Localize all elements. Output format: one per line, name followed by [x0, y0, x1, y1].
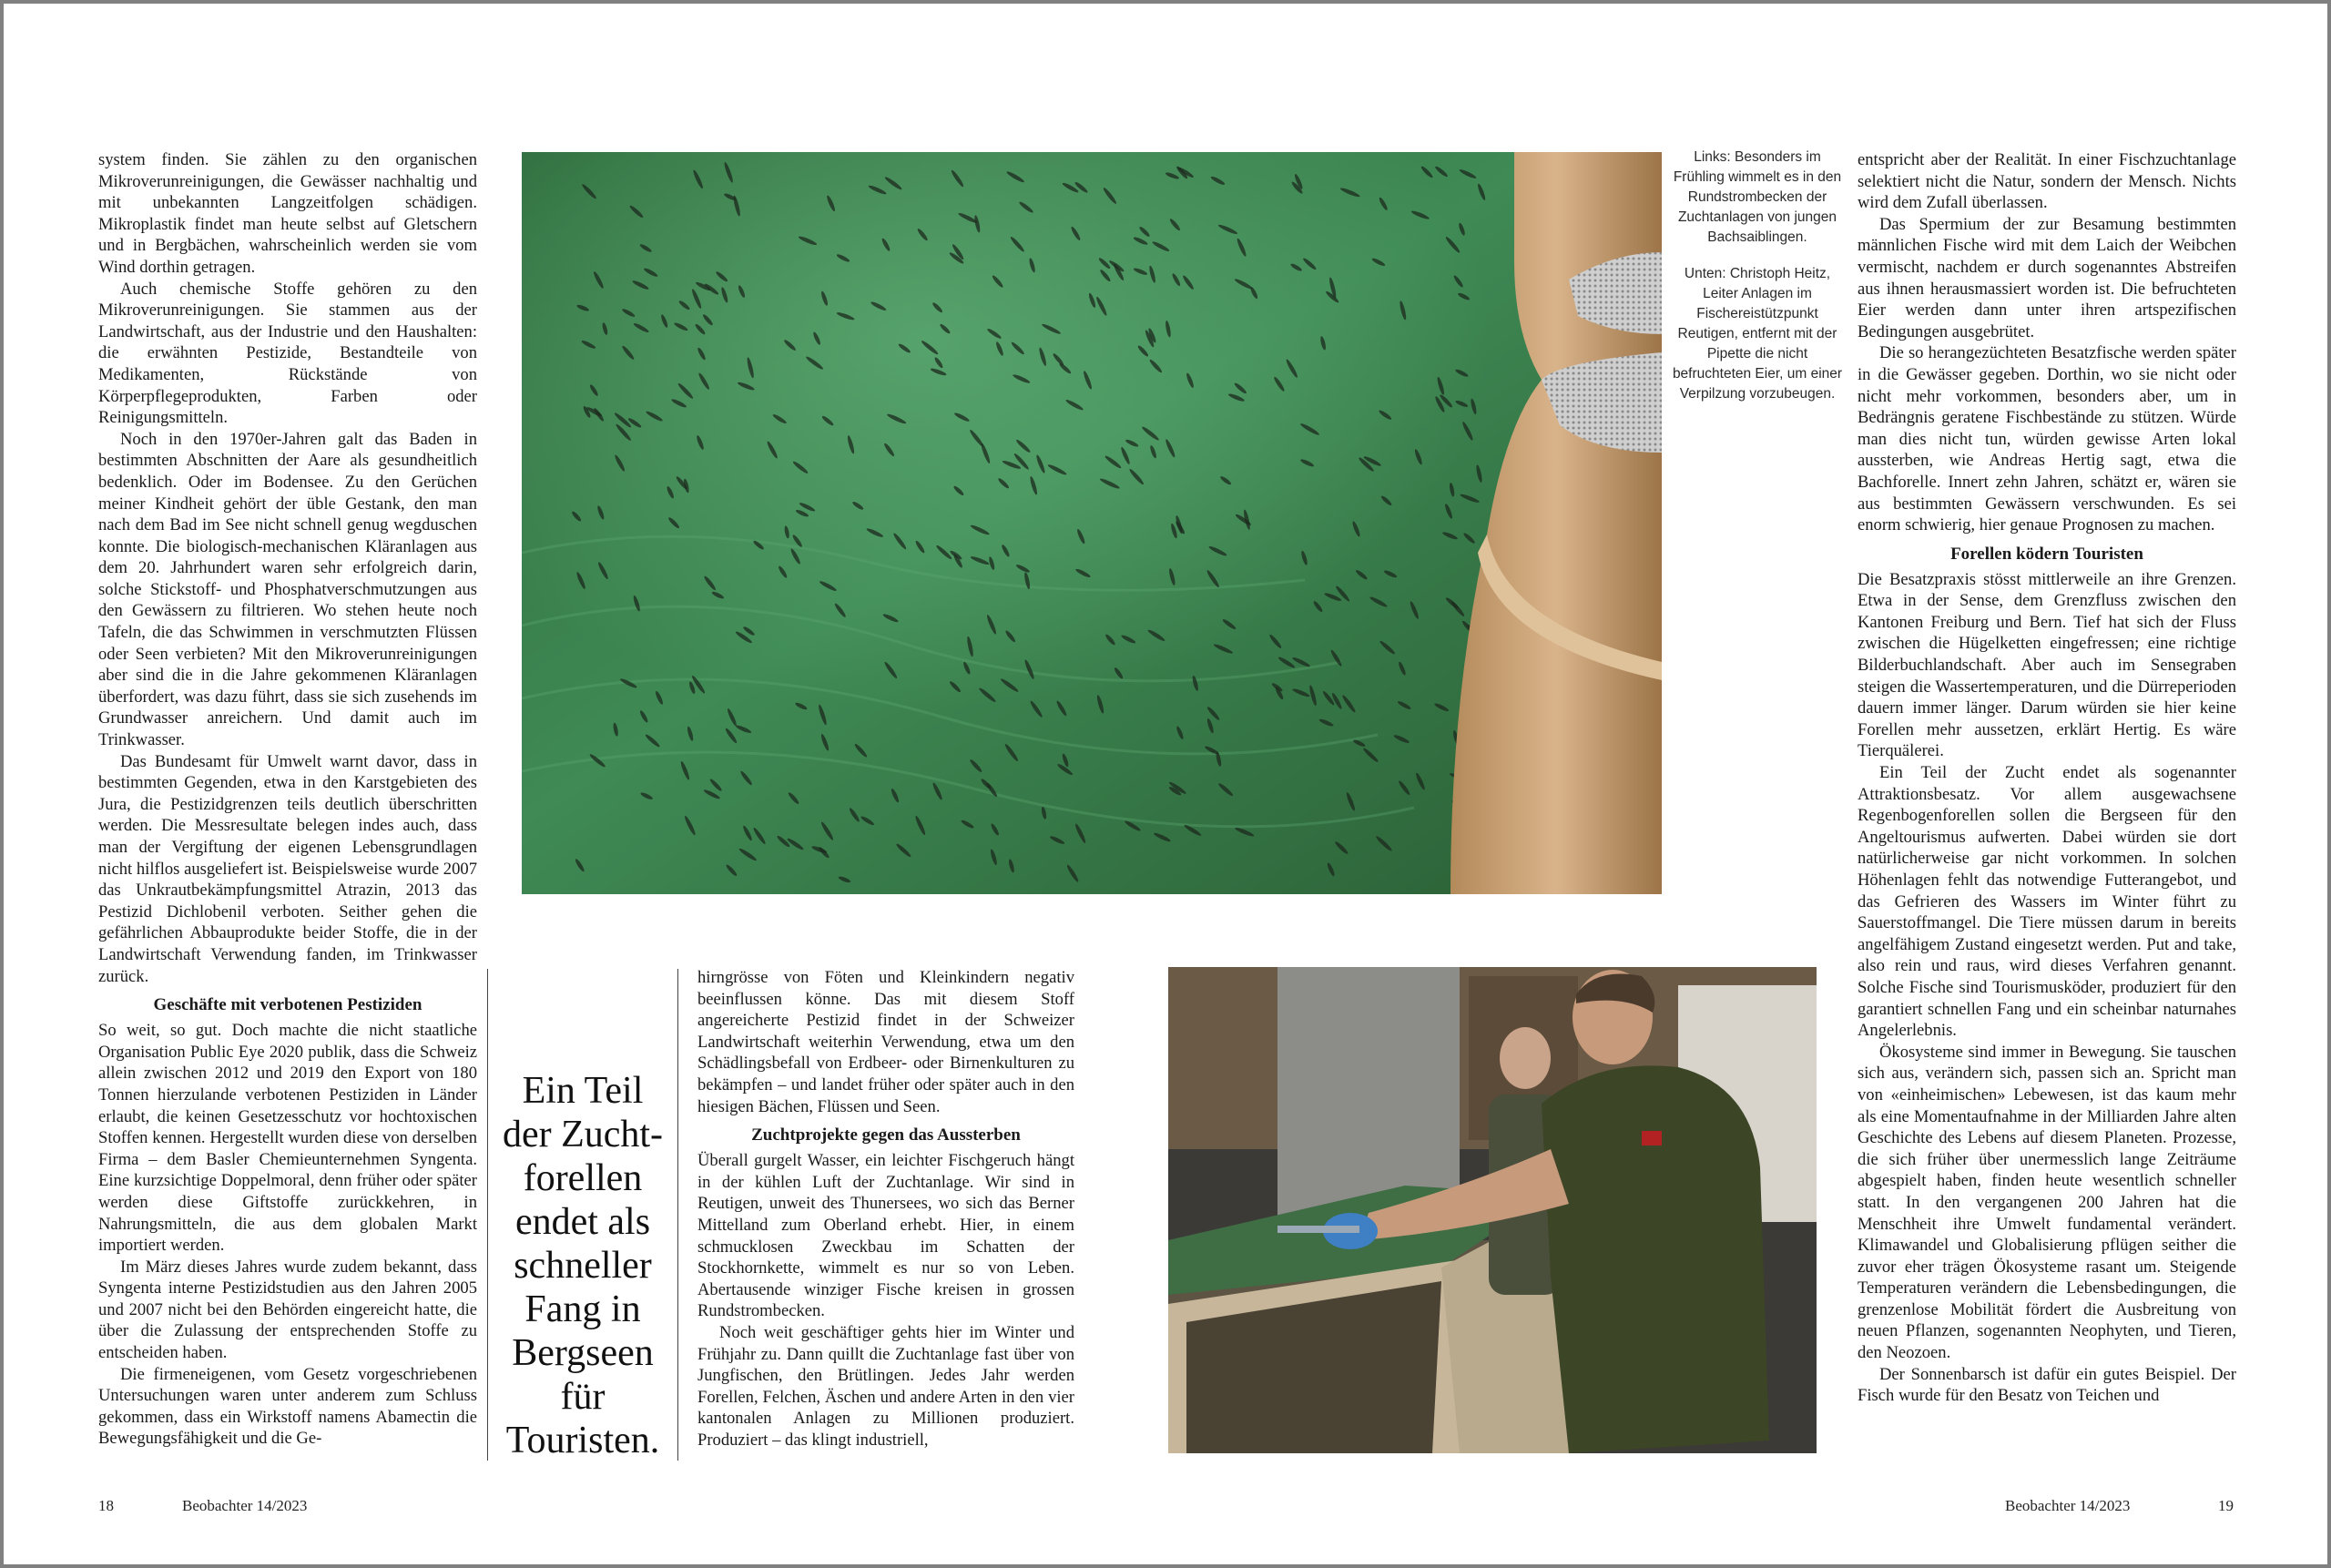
photo-fish-tank — [522, 152, 1662, 894]
paragraph: So weit, so gut. Doch machte die nicht staatliche Organisation Public Eye 2020 publik, dass die Schweiz allein zwischen 2012 und 2019 den Export von 180 Tonnen hierzulande verbotenen Pestiziden in Länder erlaubt, die keinen Gesetzesschutz vor hochtoxischen Stoffen kennen. Hergestellt wurden diese von derselben Firma – dem Basler Chemieunternehmen Syngenta. Eine kurzsichtige Doppelmoral, denn früher oder später werden diese Giftstoffe zurückkehren, in Nahrungsmitteln, die aus dem globalen Markt importiert werden. — [98, 1021, 477, 1256]
subheading: Forellen ködern Touristen — [1950, 544, 2143, 564]
photo-captions — [1671, 148, 1844, 421]
column-rule — [487, 969, 488, 1461]
paragraph: Ökosysteme sind immer in Bewegung. Sie tauschen sich aus, verändern sich, passen sich an. Spricht man von «einheimischen» Lebewesen, ist das kaum mehr als eine Momentaufnahme in der Milliarden Jahre alten Geschichte des Lebens auf diesem Planeten. Prozesse, die sich früher über unermesslich lange Zeiträume abgespielt haben, finden heute wesentlich schneller statt. In den vergangenen 200 Jahren hat die Menschheit ihre Umwelt fundamental verändert. Klimawandel und Globalisierung pflügen seither die zuvor eher trägen Ökosysteme rasant um. Steigende Temperaturen verändern die Lebensbedingungen, die grenzenlose Mobilität fördert die Ausbreitung von neuen Pflanzen, sogenannten Neophyten, und Tieren, den Neozoen. — [1858, 1042, 2236, 1363]
paragraph: entspricht aber der Realität. In einer Fischzuchtanlage selektiert nicht die Natur, sondern der Mensch. Nichts wird dem Zufall überlassen. — [1858, 150, 2236, 213]
paragraph: Die so herangezüchteten Besatzfische werden später in die Gewässer gegeben. Dorthin, wo sie nicht oder nicht mehr vorkommen, besonders aber, um in Bedrängnis geratene Fischbestände zu stützen. Würde man dies nicht tun, würden gewisse Arten lokal aussterben, wie Andreas Hertig sagt, etwa die Bachforelle. Innert zehn Jahren, schätzt er, wären sie aus bestimmten Gewässern verschwunden. Es sei enorm schwierig, hier genaue Prognosen zu machen. — [1858, 343, 2236, 535]
article-column-1 — [98, 149, 477, 1461]
paragraph: Auch chemische Stoffe gehören zu den Mikroverunreinigungen. Sie stammen aus der Landwirtschaft, aus der Industrie und den Haushalten: die erwähnten Pestizide, Bestandteile von Medikamenten, Rückstände von Körperpflegeprodukten, Farben oder Reinigungsmitteln. — [98, 279, 477, 428]
subheading: Geschäfte mit verbotenen Pestiziden — [153, 995, 422, 1015]
paragraph: Ein Teil der Zucht endet als sogenannter Attraktionsbesatz. Vor allem ausgewachsene Regenbogenforellen sollen die Bergseen für den Angeltourismus aufwerten. Dabei würden sie dort natürlicherweise gar nicht vorkommen. In solchen Höhenlagen fehlt das notwendige Futterangebot, und das Gefrieren des Wassers im Winter führt zu Sauerstoffmangel. Die Tiere müssen darum in bereits angelfähigem Zustand eingesetzt werden. Put and take, also rein und raus, wird dieses Verfahren genannt. Solche Fische sind Tourismusköder, produziert für den garantiert schnellen Fang und ein scheinbar naturnahes Angelerlebnis. — [1858, 763, 2236, 1041]
paragraph: Noch weit geschäftiger gehts hier im Winter und Frühjahr zu. Dann quillt die Zuchtanlage fast über von Jungfischen, den Brütlingen. Jedes Jahr werden Forellen, Felchen, Äschen und andere Arten in den vier kantonalen Anlagen zu Millionen produziert. Produziert – das klingt industriell, — [697, 1322, 1074, 1450]
paragraph: Noch in den 1970er-Jahren galt das Baden in bestimmten Abschnitten der Aare als gesundheitlich bedenklich. Oder im Bodensee. Zu den Gerüchen meiner Kindheit gehört der üble Gestank, den man nach dem Bad im See nicht schnell genug wegduschen konnte. Die biologisch-mechanischen Kläranlagen aus dem 20. Jahrhundert waren sehr erfolgreich darin, solche Stickstoff- und Phosphatverschmutzungen aus den Gewässern zu filtrieren. Wo stehen heute noch Tafeln, die das Schwimmen in verschmutzten Flüssen oder Seen verbieten? Mit den Mikroverunreinigungen aber sind die in die Jahre gekommenen Kläranlagen überfordert, was dazu führt, dass sie sich zusehends im Grundwasser anreichern. Und damit auch im Trinkwasser. — [98, 429, 477, 750]
paragraph: Der Sonnenbarsch ist dafür ein gutes Beispiel. Der Fisch wurde für den Besatz von Teichen und — [1858, 1364, 2236, 1406]
caption-top: Links: Besonders im Frühling wimmelt es in den Rundstrombecken der Zuchtanlagen von jungen Bachsaiblingen. — [1673, 149, 1842, 245]
article-column-3 — [1858, 149, 2236, 1461]
page-number-right: 19 — [2218, 1497, 2234, 1514]
magazine-issue-left: Beobachter 14/2023 — [182, 1497, 308, 1514]
paragraph: system finden. Sie zählen zu den organischen Mikroverunreinigungen, die Gewässer nachhaltig und mit unbekannten Langzeitfolgen schädigen. Mikroplastik findet man heute selbst auf Gletschern und in Bergbächen, wahrscheinlich werden sie vom Wind dorthin getragen. — [98, 150, 477, 277]
subheading: Zuchtprojekte gegen das Aussterben — [751, 1125, 1021, 1145]
paragraph: Im März dieses Jahres wurde zudem bekannt, dass Syngenta interne Pestizidstudien aus den Jahren 2005 und 2007 nicht bei den Behörden eingereicht hatte, die über die Zulassung der entsprechenden Stoffe zu entscheiden haben. — [98, 1257, 477, 1363]
pull-quote: Ein Teil der Zuchtforellen endet als schneller Fang in Bergseen für Touristen. — [502, 1070, 664, 1461]
magazine-spread — [4, 4, 2327, 1564]
paragraph: Das Bundesamt für Umwelt warnt davor, dass in bestimmten Gegenden, etwa in den Karstgebieten des Jura, die Pestizidgrenzen teils deutlich überschritten werden. Die Messresultate belegen indes auch, dass man der Vergiftung der eigenen Lebensgrundlagen nicht hilflos ausgeliefert ist. Beispielsweise wurde 2007 das Unkrautbekämpfungsmittel Atrazin, 2013 das Pestizid Dichlobenil verboten. Seither gehen die gefährlichen Abbauprodukte beider Stoffe, die in der Landwirtschaft Verwendung fanden, im Trinkwasser zurück. — [98, 751, 477, 986]
paragraph: Die Besatzpraxis stösst mittlerweile an ihre Grenzen. Etwa in der Sense, dem Grenzfluss zwischen den Kantonen Freiburg und Bern. Tief hat sich der Fluss zwischen die Hügelketten eingefressen; eine richtige Bilderbuchlandschaft. Aber auch im Sensegraben steigen die Wassertemperaturen, und die Dürreperioden dauern immer länger. Darum würden sie hier keine Forellen mehr aussetzen, erklärt Hertig. Es wäre Tierquälerei. — [1858, 569, 2236, 761]
paragraph: Die firmeneigenen, vom Gesetz vorgeschriebenen Untersuchungen waren unter anderem zum Schluss gekommen, dass ein Wirkstoff namens Abamectin die Bewegungsfähigkeit und die Ge- — [98, 1364, 477, 1449]
column-rule — [677, 969, 678, 1461]
paragraph: Das Spermium der zur Besamung bestimmten männlichen Fische wird mit dem Laich der Weibchen vermischt, nachdem er durch sogenanntes Abstreifen aus ihnen herausmassiert worden ist. Die befruchteten Eier werden dann unter ihren artspezifischen Bedingungen ausgebrütet. — [1858, 214, 2236, 341]
paragraph: hirngrösse von Föten und Kleinkindern negativ beeinflussen könne. Das mit diesem Stoff angereicherte Pestizid findet in der Schweizer Landwirtschaft weiterhin Verwendung, etwa um den Schädlingsbefall von Erdbeer- oder Birnenkulturen zu bekämpfen – und landet früher oder später auch in den hiesigen Bächen, Flüssen und Seen. — [697, 968, 1074, 1116]
page-number-left: 18 — [98, 1497, 114, 1514]
article-column-2 — [697, 967, 1074, 1461]
paragraph: Überall gurgelt Wasser, ein leichter Fischgeruch hängt in der kühlen Luft der Zuchtanlage. Wir sind in Reutigen, unweit des Thunersees, wo sich das Berner Mittelland zum Oberland erhebt. Hier, in einem schmucklosen Zweckbau im Schatten der Stockhornkette, wimmelt es nur so von Leben. Abertausende winziger Fische kreisen in grossen Rundstrombecken. — [697, 1151, 1074, 1321]
magazine-issue-right: Beobachter 14/2023 — [2005, 1497, 2131, 1514]
photo-hatchery-workers — [1168, 967, 1817, 1453]
caption-bottom: Unten: Christoph Heitz, Leiter Anlagen im Fischereistützpunkt Reutigen, entfernt mit der Pipette die nicht befruchteten Eier, um einer Verpilzung vorzubeugen. — [1672, 266, 1843, 402]
